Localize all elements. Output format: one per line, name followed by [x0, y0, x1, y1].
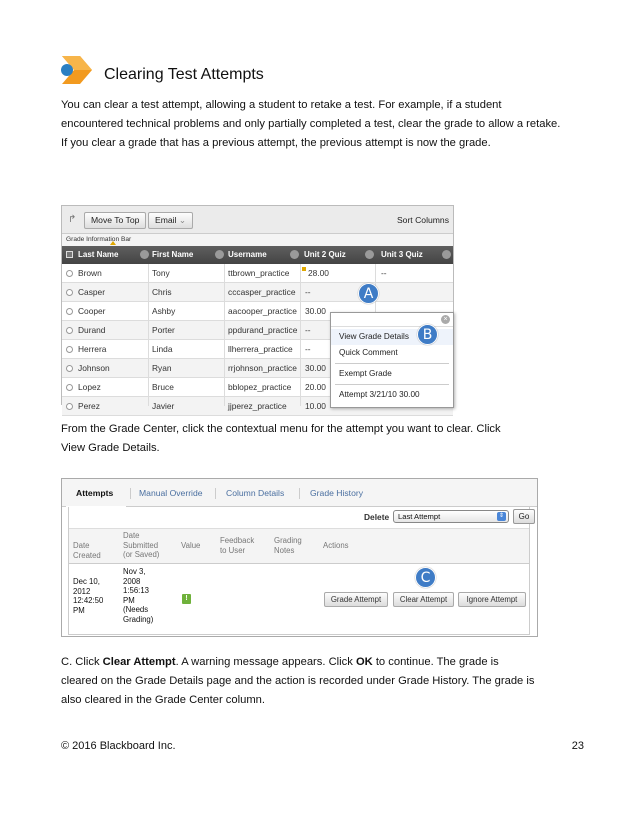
cell-line: Dec 10,	[73, 577, 100, 586]
tab-separator	[215, 488, 216, 499]
header-line: Date	[123, 531, 140, 540]
row-select-checkbox[interactable]	[66, 403, 73, 410]
intro-paragraph	[61, 96, 581, 153]
username-cell: ttbrown_practice	[228, 268, 290, 278]
column-menu-icon[interactable]	[215, 250, 224, 259]
cell-line: 2008	[123, 576, 141, 586]
cell-line: PM	[123, 595, 135, 605]
header-date-created	[73, 541, 101, 560]
clear-attempt-button[interactable]: Clear Attempt	[393, 592, 454, 607]
grade-table-header	[62, 246, 453, 264]
cell-date-submitted	[123, 567, 153, 625]
header-line: to User	[220, 545, 246, 555]
unit2-grade-cell[interactable]: 28.00	[308, 268, 329, 278]
unit2-grade-cell[interactable]: 30.00	[305, 306, 326, 316]
cell-line: (Needs	[123, 605, 149, 615]
cell-line: PM	[73, 605, 85, 615]
instruction-line: From the Grade Center, click the contextual menu for the attempt you want to clear. Click	[61, 423, 501, 435]
header-grading-notes	[274, 536, 302, 555]
menu-item-quick-comment[interactable]: Quick Comment	[339, 348, 398, 357]
cell-line: Grading)	[123, 614, 154, 624]
column-menu-icon[interactable]	[290, 250, 299, 259]
tab-attempts[interactable]: Attempts	[76, 488, 114, 498]
menu-item-attempt[interactable]: Attempt 3/21/10 30.00	[339, 390, 420, 399]
unit2-grade-cell[interactable]: 20.00	[305, 382, 326, 392]
username-cell: cccasper_practice	[228, 287, 296, 297]
last-name-cell: Durand	[78, 325, 106, 335]
cell-line: 1:56:13	[123, 586, 150, 596]
instruction-paragraph-1	[61, 420, 581, 458]
close-icon[interactable]: ×	[441, 315, 450, 324]
context-menu-header	[331, 313, 453, 327]
last-name-cell: Herrera	[78, 344, 107, 354]
header-actions	[323, 541, 349, 551]
text-run: C. Click	[61, 656, 103, 668]
column-menu-icon[interactable]	[442, 250, 451, 259]
blackboard-chevron-logo-icon	[58, 52, 100, 88]
header-line: Grading	[274, 536, 302, 545]
last-name-cell: Perez	[78, 401, 100, 411]
page-number: 23	[571, 740, 584, 752]
header-line: Submitted	[123, 540, 159, 550]
header-date-submitted	[123, 531, 159, 560]
text-run: . A warning message appears. Click	[175, 656, 356, 668]
instruction-line	[61, 653, 581, 672]
row-select-checkbox[interactable]	[66, 365, 73, 372]
dropdown-arrow-icon: ⌄	[178, 215, 187, 225]
unit2-grade-cell[interactable]: --	[305, 344, 311, 354]
last-name-cell: Casper	[78, 287, 105, 297]
last-name-cell: Cooper	[78, 306, 106, 316]
callout-b-badge: B	[417, 324, 438, 345]
cell-line: Nov 3,	[123, 567, 146, 576]
grade-information-bar	[62, 234, 453, 246]
grade-details-screenshot	[61, 478, 538, 637]
unit2-grade-cell[interactable]: --	[305, 287, 311, 297]
instruction-line: cleared on the Grade Details page and the action is recorded under Grade History. The grade is	[61, 675, 535, 687]
tab-separator	[299, 488, 300, 499]
sort-indicator-icon	[110, 241, 116, 245]
header-line: Created	[73, 550, 101, 560]
select-arrows-icon: ⇕	[498, 513, 505, 519]
row-select-checkbox[interactable]	[66, 327, 73, 334]
tab-separator	[130, 488, 131, 499]
column-header-username[interactable]: Username	[228, 250, 267, 259]
first-name-cell: Porter	[152, 325, 175, 335]
first-name-cell: Bruce	[152, 382, 174, 392]
first-name-cell: Ryan	[152, 363, 172, 373]
header-line: Value	[181, 541, 201, 550]
instruction-paragraph-2	[61, 653, 581, 710]
column-divider	[300, 264, 301, 406]
first-name-cell: Tony	[152, 268, 170, 278]
footer-copyright: © 2016 Blackboard Inc.	[61, 740, 176, 752]
first-name-cell: Javier	[152, 401, 175, 411]
intro-line: If you clear a grade that has a previous attempt, the previous attempt is now the grade.	[61, 137, 491, 149]
instruction-line: also cleared in the Grade Center column.	[61, 694, 265, 706]
email-button[interactable]	[148, 212, 193, 229]
username-cell: bblopez_practice	[228, 382, 292, 392]
menu-item-exempt-grade[interactable]: Exempt Grade	[339, 369, 392, 378]
menu-separator	[335, 363, 449, 364]
move-to-top-button[interactable]: Move To Top	[84, 212, 146, 229]
grade-center-screenshot	[61, 205, 454, 411]
username-cell: rrjohnson_practice	[228, 363, 297, 373]
column-header-unit2-quiz[interactable]: Unit 2 Quiz	[304, 250, 346, 259]
sort-columns-button[interactable]: Sort Columns	[396, 215, 449, 225]
row-select-checkbox[interactable]	[66, 308, 73, 315]
username-cell: jjperez_practice	[228, 401, 287, 411]
needs-attention-flag-icon	[302, 267, 306, 271]
delete-label: Delete	[364, 512, 390, 522]
row-select-checkbox[interactable]	[66, 289, 73, 296]
column-divider	[224, 264, 225, 406]
callout-a-badge: A	[358, 283, 379, 304]
header-line: Actions	[323, 541, 349, 550]
first-name-cell: Chris	[152, 287, 172, 297]
text-run: to continue. The grade is	[372, 656, 499, 668]
go-button[interactable]: Go	[513, 509, 535, 524]
info-bar-label: Grade Information Bar	[66, 236, 132, 243]
cell-line: 2012	[73, 586, 91, 596]
intro-line: You can clear a test attempt, allowing a student to retake a test. For example, if a student	[61, 99, 502, 111]
username-cell: ppdurand_practice	[228, 325, 298, 335]
tab-column-details[interactable]: Column Details	[226, 488, 285, 498]
header-line: (or Saved)	[123, 550, 160, 560]
select-all-checkbox[interactable]	[66, 251, 73, 258]
needs-grading-icon: !	[182, 594, 191, 604]
tab-grade-history[interactable]: Grade History	[310, 488, 364, 498]
intro-line: encountered technical problems and only partially completed a test, clear the grade to allow a retake.	[61, 118, 561, 130]
contextual-menu	[330, 312, 454, 408]
grade-details-tabs	[62, 479, 537, 507]
column-divider	[148, 264, 149, 406]
instruction-line: View Grade Details.	[61, 442, 160, 454]
grade-attempt-button[interactable]: Grade Attempt	[324, 592, 388, 607]
first-name-cell: Linda	[152, 344, 173, 354]
header-line: Notes	[274, 545, 295, 555]
header-line: Feedback	[220, 536, 255, 545]
username-cell: aacooper_practice	[228, 306, 297, 316]
column-menu-icon[interactable]	[365, 250, 374, 259]
last-name-cell: Johnson	[78, 363, 110, 373]
unit3-grade-cell[interactable]: --	[381, 268, 387, 278]
page-title: Clearing Test Attempts	[104, 66, 264, 83]
delete-select-value: Last Attempt	[398, 512, 441, 521]
last-name-cell: Brown	[78, 268, 102, 278]
last-name-cell: Lopez	[78, 382, 101, 392]
grade-center-toolbar	[62, 206, 453, 234]
header-line: Date	[73, 541, 90, 550]
row-select-checkbox[interactable]	[66, 270, 73, 277]
bold-ok: OK	[355, 656, 373, 668]
row-select-checkbox[interactable]	[66, 384, 73, 391]
header-feedback-to-user	[220, 536, 254, 555]
email-label: Email	[155, 215, 177, 225]
column-header-last-name[interactable]: Last Name	[78, 250, 119, 259]
row-select-checkbox[interactable]	[66, 346, 73, 353]
delete-attempt-select[interactable]	[393, 510, 509, 523]
move-arrow-icon: ↱	[68, 214, 77, 225]
column-header-first-name[interactable]: First Name	[152, 250, 194, 259]
menu-item-view-grade-details[interactable]: View Grade Details	[331, 329, 453, 345]
table-row	[62, 283, 453, 302]
table-row	[62, 264, 453, 283]
first-name-cell: Ashby	[152, 306, 176, 316]
unit2-grade-cell[interactable]: 10.00	[305, 401, 326, 411]
unit2-grade-cell[interactable]: --	[305, 325, 311, 335]
unit2-grade-cell[interactable]: 30.00	[305, 363, 326, 373]
username-cell: llherrera_practice	[228, 344, 293, 354]
column-menu-icon[interactable]	[140, 250, 149, 259]
section-heading	[58, 52, 618, 92]
header-value	[181, 541, 200, 551]
cell-date-created	[73, 577, 103, 615]
attempts-table-header	[69, 528, 529, 564]
cell-line: 12:42:50	[73, 596, 104, 606]
bold-clear-attempt: Clear Attempt	[102, 656, 176, 668]
menu-separator	[335, 384, 449, 385]
tab-manual-override[interactable]: Manual Override	[139, 488, 203, 498]
column-header-unit3-quiz[interactable]: Unit 3 Quiz	[381, 250, 423, 259]
ignore-attempt-button[interactable]: Ignore Attempt	[458, 592, 526, 607]
callout-c-badge: C	[415, 567, 436, 588]
